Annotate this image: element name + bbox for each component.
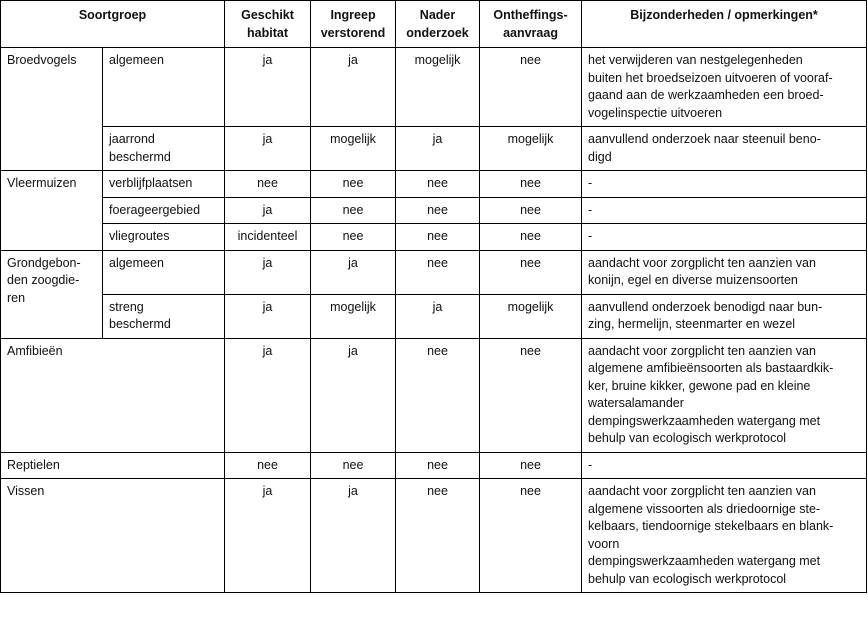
cell-verstorend: ja — [311, 48, 396, 127]
cell-ontheffing: nee — [480, 171, 582, 198]
cell-remark: - — [582, 197, 867, 224]
cell-onderzoek: nee — [396, 452, 480, 479]
cell-onderzoek: ja — [396, 127, 480, 171]
subgroup-label: jaarrond beschermd — [103, 127, 225, 171]
subgroup-label: streng beschermd — [103, 294, 225, 338]
cell-habitat: ja — [225, 338, 311, 452]
header-row — [1, 1, 867, 48]
table-row — [1, 250, 867, 294]
cell-verstorend: nee — [311, 171, 396, 198]
table-row — [1, 48, 867, 127]
cell-onderzoek: ja — [396, 294, 480, 338]
cell-ontheffing: nee — [480, 224, 582, 251]
group-label: Vleermuizen — [1, 171, 103, 251]
cell-verstorend: mogelijk — [311, 127, 396, 171]
cell-habitat: ja — [225, 250, 311, 294]
subgroup-label: foerageergebied — [103, 197, 225, 224]
table-row — [1, 452, 867, 479]
subgroup-label: algemeen — [103, 48, 225, 127]
cell-verstorend: ja — [311, 250, 396, 294]
cell-ontheffing: nee — [480, 479, 582, 593]
cell-ontheffing: nee — [480, 452, 582, 479]
header-ontheffingsaanvraag: Ontheffings- aanvraag — [480, 1, 582, 48]
cell-onderzoek: nee — [396, 197, 480, 224]
table-row — [1, 197, 867, 224]
cell-onderzoek: nee — [396, 250, 480, 294]
cell-verstorend: ja — [311, 338, 396, 452]
header-soortgroep: Soortgroep — [1, 1, 225, 48]
cell-onderzoek: nee — [396, 479, 480, 593]
table-row — [1, 294, 867, 338]
cell-remark: aandacht voor zorgplicht ten aanzien van algemene vissoorten als driedoornige ste- kelbaars, tiendoornige stekelbaars en blank- voorn dempingswerkzaamheden watergang met behulp van ecologisch werkprotocol — [582, 479, 867, 593]
cell-habitat: ja — [225, 48, 311, 127]
header-bijzonderheden: Bijzonderheden / opmerkingen* — [582, 1, 867, 48]
cell-habitat: ja — [225, 479, 311, 593]
group-label: Broedvogels — [1, 48, 103, 171]
cell-onderzoek: nee — [396, 338, 480, 452]
cell-onderzoek: nee — [396, 171, 480, 198]
table-row — [1, 127, 867, 171]
subgroup-label: verblijfplaatsen — [103, 171, 225, 198]
header-geschikt-habitat: Geschikt habitat — [225, 1, 311, 48]
cell-onderzoek: nee — [396, 224, 480, 251]
cell-remark: - — [582, 224, 867, 251]
cell-verstorend: mogelijk — [311, 294, 396, 338]
cell-ontheffing: mogelijk — [480, 127, 582, 171]
cell-remark: - — [582, 452, 867, 479]
header-nader-onderzoek: Nader onderzoek — [396, 1, 480, 48]
table-row — [1, 224, 867, 251]
cell-habitat: nee — [225, 171, 311, 198]
cell-ontheffing: nee — [480, 338, 582, 452]
cell-verstorend: nee — [311, 224, 396, 251]
cell-verstorend: nee — [311, 452, 396, 479]
cell-verstorend: ja — [311, 479, 396, 593]
cell-ontheffing: nee — [480, 250, 582, 294]
cell-habitat: ja — [225, 127, 311, 171]
cell-habitat: ja — [225, 294, 311, 338]
cell-habitat: ja — [225, 197, 311, 224]
table-row — [1, 479, 867, 593]
subgroup-label: vliegroutes — [103, 224, 225, 251]
cell-remark: aandacht voor zorgplicht ten aanzien van konijn, egel en diverse muizensoorten — [582, 250, 867, 294]
group-label: Reptielen — [1, 452, 225, 479]
cell-remark: aanvullend onderzoek benodigd naar bun- zing, hermelijn, steenmarter en wezel — [582, 294, 867, 338]
table-row — [1, 171, 867, 198]
group-label: Amfibieën — [1, 338, 225, 452]
cell-onderzoek: mogelijk — [396, 48, 480, 127]
cell-habitat: nee — [225, 452, 311, 479]
group-label: Grondgebon- den zoogdie- ren — [1, 250, 103, 338]
cell-verstorend: nee — [311, 197, 396, 224]
subgroup-label: algemeen — [103, 250, 225, 294]
header-ingreep-verstorend: Ingreep verstorend — [311, 1, 396, 48]
group-label: Vissen — [1, 479, 225, 593]
cell-ontheffing: nee — [480, 197, 582, 224]
table-row — [1, 338, 867, 452]
cell-ontheffing: mogelijk — [480, 294, 582, 338]
cell-remark: aanvullend onderzoek naar steenuil beno- digd — [582, 127, 867, 171]
cell-remark: het verwijderen van nestgelegenheden buiten het broedseizoen uitvoeren of vooraf- gaand aan de werkzaamheden een broed- vogelinspectie uitvoeren — [582, 48, 867, 127]
cell-habitat: incidenteel — [225, 224, 311, 251]
cell-ontheffing: nee — [480, 48, 582, 127]
cell-remark: aandacht voor zorgplicht ten aanzien van algemene amfibieënsoorten als bastaardkik- ker, bruine kikker, gewone pad en kleine watersalamander dempingswerkzaamheden watergang met behulp van ecologisch werkprotocol — [582, 338, 867, 452]
cell-remark: - — [582, 171, 867, 198]
